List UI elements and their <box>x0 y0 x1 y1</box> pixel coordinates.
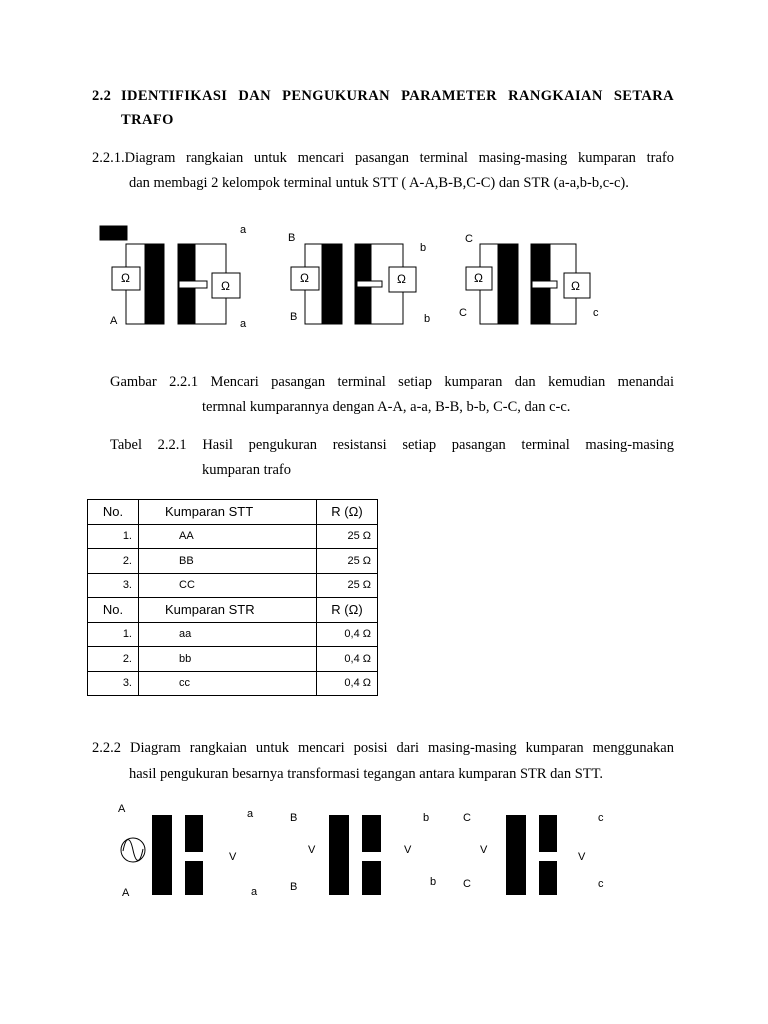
header-kumparan-stt: Kumparan STT <box>139 500 317 525</box>
sub2-line1: 2.2.2 Diagram rangkaian untuk mencari posisi dari masing-masing kumparan menggunakan <box>92 740 674 756</box>
f2-label-v2: V <box>308 844 316 856</box>
f2-label-A-bot: A <box>122 887 130 899</box>
cell-r: 25 Ω <box>317 549 378 574</box>
f2-label-a-top: a <box>247 808 254 820</box>
cell-kumparan: AA <box>139 524 317 549</box>
label-B-top: B <box>288 232 296 244</box>
cell-kumparan: CC <box>139 573 317 598</box>
f2-label-A-top: A <box>118 803 126 815</box>
label-C-bot: C <box>459 307 467 319</box>
f2-label-a-bot: a <box>251 886 258 898</box>
section-title-line2: TRAFO <box>121 112 174 128</box>
sub1-line1: 2.2.1.Diagram rangkaian untuk mencari pasangan terminal masing-masing kumparan trafo <box>92 150 674 166</box>
cell-no: 3. <box>88 671 139 696</box>
cell-no: 3. <box>88 573 139 598</box>
label-B-bot: B <box>290 311 298 323</box>
header-r: R (Ω) <box>317 598 378 623</box>
ohmmeter-3b: Ω <box>571 279 580 293</box>
sub1-line2: dan membagi 2 kelompok terminal untuk STT ( A-A,B-B,C-C) dan STR (a-a,b-b,c-c). <box>129 175 629 191</box>
label-a-top: a <box>240 224 247 236</box>
ohmmeter-2b: Ω <box>397 272 406 286</box>
figure1-caption-line1: Gambar 2.2.1 Mencari pasangan terminal setiap kumparan dan kemudian menandai <box>110 374 674 390</box>
table1-caption-line1: Tabel 2.2.1 Hasil pengukuran resistansi setiap pasangan terminal masing-masing <box>110 437 674 453</box>
ohmmeter-1b: Ω <box>221 279 230 293</box>
header-no: No. <box>88 500 139 525</box>
cell-no: 2. <box>88 549 139 574</box>
ohmmeter-2a: Ω <box>300 271 309 285</box>
cell-no: 1. <box>88 524 139 549</box>
cell-kumparan: bb <box>139 647 317 672</box>
f2-label-c-bot: c <box>598 878 604 890</box>
f2-label-v5: V <box>578 851 586 863</box>
cell-r: 0,4 Ω <box>317 622 378 647</box>
f2-label-c-top: c <box>598 812 604 824</box>
label-c-bot: c <box>593 307 599 319</box>
f2-label-b-bot: b <box>430 876 437 888</box>
figure1-caption-line2: termnal kumparannya dengan A-A, a-a, B-B, b-b, C-C, dan c-c. <box>202 399 571 415</box>
cell-r: 0,4 Ω <box>317 647 378 672</box>
ohmmeter-1a: Ω <box>121 271 130 285</box>
table1-caption-line2: kumparan trafo <box>202 462 291 478</box>
header-no: No. <box>88 598 139 623</box>
label-b-top: b <box>420 242 427 254</box>
f2-label-B-bot: B <box>290 881 298 893</box>
cell-kumparan: BB <box>139 549 317 574</box>
f2-label-v3: V <box>404 844 412 856</box>
f2-label-C-top: C <box>463 812 471 824</box>
f2-label-B-top: B <box>290 812 298 824</box>
f2-label-b-top: b <box>423 812 430 824</box>
sub2-line2: hasil pengukuran besarnya transformasi tegangan antara kumparan STR dan STT. <box>129 766 604 782</box>
f2-label-v1: V <box>229 851 237 863</box>
cell-no: 1. <box>88 622 139 647</box>
ohmmeter-3a: Ω <box>474 271 483 285</box>
section-title-line1: IDENTIFIKASI DAN PENGUKURAN PARAMETER RANGKAIAN SETARA <box>121 88 674 104</box>
cell-no: 2. <box>88 647 139 672</box>
f2-label-v4: V <box>480 844 488 856</box>
ac-source-icon <box>121 838 145 862</box>
cell-r: 25 Ω <box>317 573 378 598</box>
label-C-top: C <box>465 233 473 245</box>
label-b-bot: b <box>424 313 431 325</box>
cell-kumparan: aa <box>139 622 317 647</box>
label-A: A <box>110 315 118 327</box>
cell-r: 0,4 Ω <box>317 671 378 696</box>
header-r: R (Ω) <box>317 500 378 525</box>
section-number: 2.2 <box>92 88 112 104</box>
cell-r: 25 Ω <box>317 524 378 549</box>
cell-kumparan: cc <box>139 671 317 696</box>
header-kumparan-str: Kumparan STR <box>139 598 317 623</box>
f2-label-C-bot: C <box>463 878 471 890</box>
label-a-bot: a <box>240 318 247 330</box>
